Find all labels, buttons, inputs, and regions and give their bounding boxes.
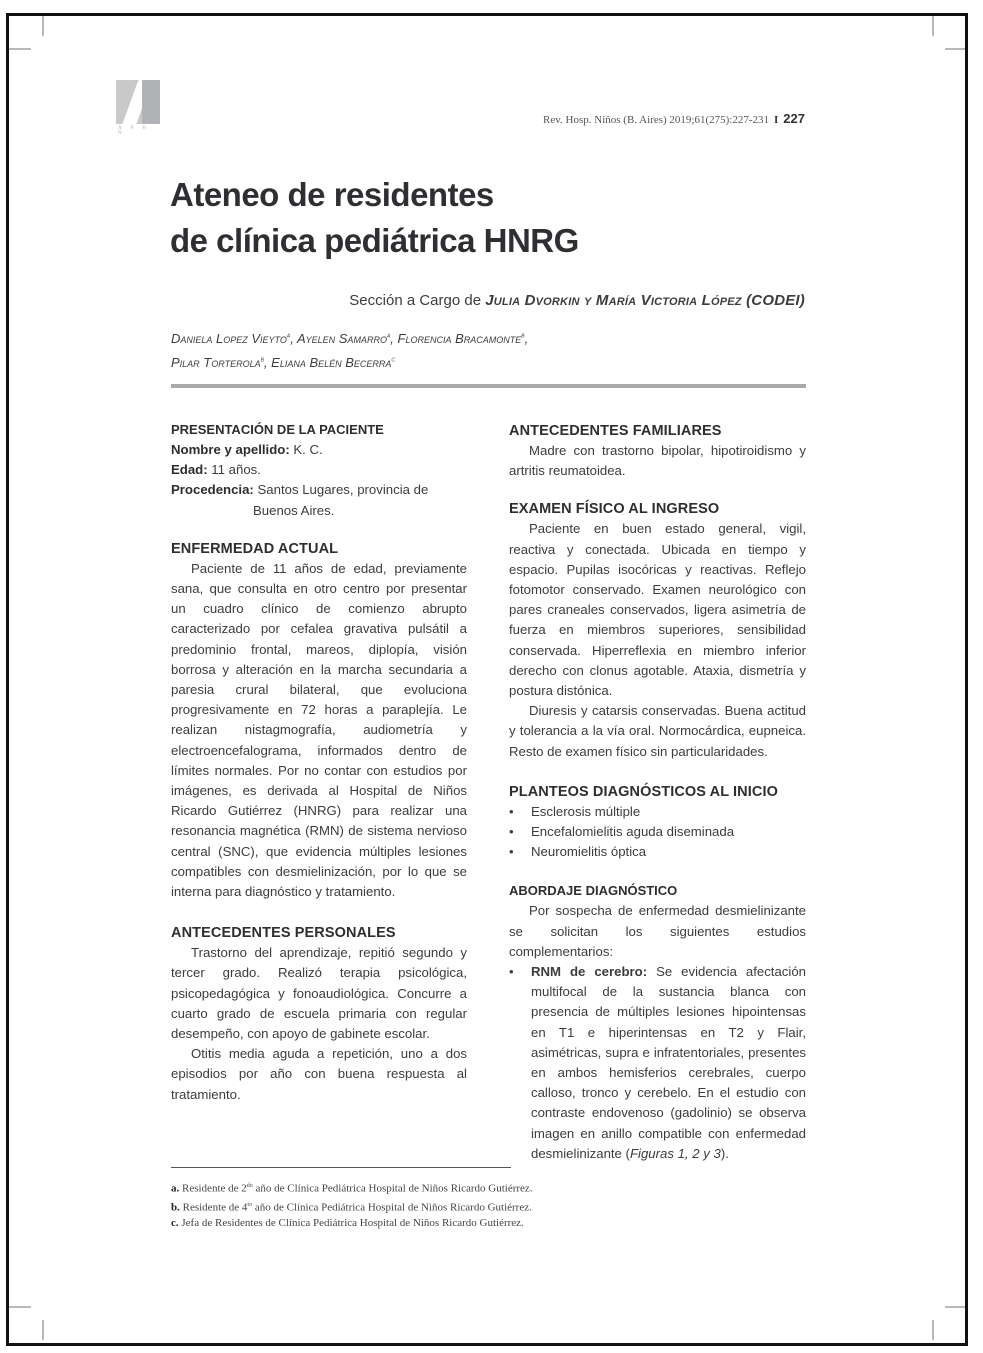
section-current-illness (171, 539, 467, 902)
crop-mark (42, 16, 44, 36)
title-line-2: de clínica pediátrica HNRG (170, 222, 579, 259)
page-number: 227 (783, 111, 805, 126)
author: Pilar Torterola$^b$, (171, 354, 272, 370)
journal-logo (116, 80, 162, 134)
section-heading: ANTECEDENTES PERSONALES (171, 925, 396, 942)
field-origin: Procedencia: Santos Lugares, provincia de Buenos Aires. (171, 482, 429, 518)
paragraph: Diuresis y catarsis conservadas. Buena actitud y tolerancia a la vía oral. Normocárdica, eupneica. Resto de examen físico sin particularidades. (509, 703, 806, 759)
footnote: a. Residente de $2^{do}$ año de Clínica Pediátrica Hospital de Niños Ricardo Gutiérrez. (171, 1182, 533, 1195)
section-heading: ANTECEDENTES FAMILIARES (509, 423, 722, 439)
section-heading: ENFERMEDAD ACTUAL (171, 540, 339, 557)
author-list (171, 326, 528, 373)
crop-mark (932, 1320, 934, 1340)
section-heading: EXAMEN FÍSICO AL INGRESO (509, 501, 720, 518)
running-head (543, 111, 805, 126)
left-column (171, 420, 467, 1105)
editors-names: Julia Dvorkin y María Victoria López (CODEI) (485, 292, 805, 309)
author: Florencia Bracamonte$^b$, (397, 331, 529, 347)
field-name: Nombre y apellido: K. C. (171, 442, 323, 457)
section-presentation (171, 420, 467, 521)
footnote: b. Residente de $4^{to}$ año de Clínica Pediátrica Hospital de Niños Ricardo Gutiérrez. (171, 1201, 532, 1214)
separator: I (774, 114, 779, 126)
citation: Rev. Hosp. Niños (B. Aires) 2019;61(275):227-231 (543, 114, 770, 126)
studies-list (509, 962, 806, 1164)
section-diagnostic-approach (509, 881, 806, 1164)
header-divider (171, 384, 806, 388)
paragraph: Por sospecha de enfermedad desmielinizante se solicitan los siguientes estudios complementarios: (509, 903, 806, 959)
list-item: • Encefalomielitis aguda diseminada (509, 822, 806, 842)
footnotes (171, 1178, 533, 1231)
author: Eliana Belén Becerra$^c$ (271, 354, 396, 370)
logo-mark (116, 80, 160, 124)
section-heading: PRESENTACIÓN DE LA PACIENTE (171, 422, 384, 437)
section-physical-exam (509, 499, 806, 761)
footnote: c. Jefa de Residentes de Clínica Pediátrica Hospital de Niños Ricardo Gutiérrez. (171, 1217, 524, 1230)
list-item: • Neuromielitis óptica (509, 842, 806, 862)
crop-mark (42, 1320, 44, 1340)
paragraph: Madre con trastorno bipolar, hipotiroidismo y artritis reumatoidea. (509, 443, 806, 479)
paragraph: Paciente de 11 años de edad, previamente sana, que consulta en otro centro por presentar un cuadro clínico de comienzo abrupto caracterizado por cefalea gravativa pulsátil a predominio frontal, mareos, diplopía, visión borrosa y alteración en la marcha secundaria a paresia crural bilateral, que evoluciona progresivamente en 72 horas a paraplejía. Le realizan nistagmografía, audiometría y electroencefalograma, informados dentro de límites normales. Por no contar con estudios por imágenes, es derivada al Hospital de Niños Ricardo Gutiérrez (HNRG) para realizar una resonancia magnética (RMN) de sistema nervioso central (SNC), que evidencia múltiples lesiones compatibles con desmielinización, por lo que se interna para diagnóstico y tratamiento. (171, 560, 467, 900)
footnote-divider (171, 1167, 511, 1168)
section-initial-diagnoses (509, 782, 806, 863)
crop-mark (945, 48, 965, 50)
right-column (509, 421, 806, 1164)
author: Daniela Lopez Vieyto$^a$, (171, 331, 297, 347)
list-item: • RNM de cerebro: Se evidencia afectación multifocal de la sustancia blanca con presencia de múltiples lesiones hipointensas en T1 e hiperintensas en T2 y Flair, asimétricas, supra e infratentoriales, presentes en ambos hemisferios cerebrales, cuerpo calloso, tronco y cerebelo. En el estudio con contraste endovenoso (gadolinio) se observa imagen en anillo compatible con enfermedad desmielinizante (Figuras 1, 2 y 3). (509, 962, 806, 1164)
crop-mark (932, 16, 934, 36)
logo-letters: A P H N (118, 126, 151, 136)
section-family-history (509, 421, 806, 481)
section-editors (349, 292, 805, 309)
diagnosis-list (509, 802, 806, 863)
list-item: • Esclerosis múltiple (509, 802, 806, 822)
title-line-1: Ateneo de residentes (170, 176, 494, 213)
figure-reference: Figuras 1, 2 y 3 (629, 1145, 721, 1161)
crop-mark (945, 1306, 965, 1308)
section-personal-history (171, 923, 467, 1105)
section-heading: ABORDAJE DIAGNÓSTICO (509, 883, 678, 899)
section-prefix: Sección a Cargo de (349, 292, 486, 309)
crop-mark (9, 48, 31, 50)
paragraph: Trastorno del aprendizaje, repitió segundo y tercer grado. Realizó terapia psicológica, psicopedagógica y fonoaudiológica. Concurre a cuarto grado de escuela primaria con regular desempeño, con apoyo de gabinete escolar. (171, 945, 467, 1042)
author: Ayelen Samarro$^a$, (296, 331, 398, 347)
paragraph: Otitis media aguda a repetición, uno a dos episodios por año con buena respuesta al tratamiento. (171, 1046, 467, 1102)
paragraph: Paciente en buen estado general, vigil, reactiva y conectada. Ubicada en tiempo y espacio. Pupilas isocóricas y reactivas. Reflejo fotomotor conservado. Examen neurológico con pares craneales conservados, ligera asimetría de fuerza en miembros superiores, sensibilidad conservada. Hiperreflexia en miembro inferior derecho con clonus agotable. Ataxia, dismetría y postura distónica. (509, 521, 806, 699)
field-age: Edad: 11 años. (171, 462, 261, 478)
section-heading: PLANTEOS DIAGNÓSTICOS AL INICIO (509, 783, 778, 800)
crop-mark (9, 1306, 31, 1308)
article-title (170, 172, 579, 264)
